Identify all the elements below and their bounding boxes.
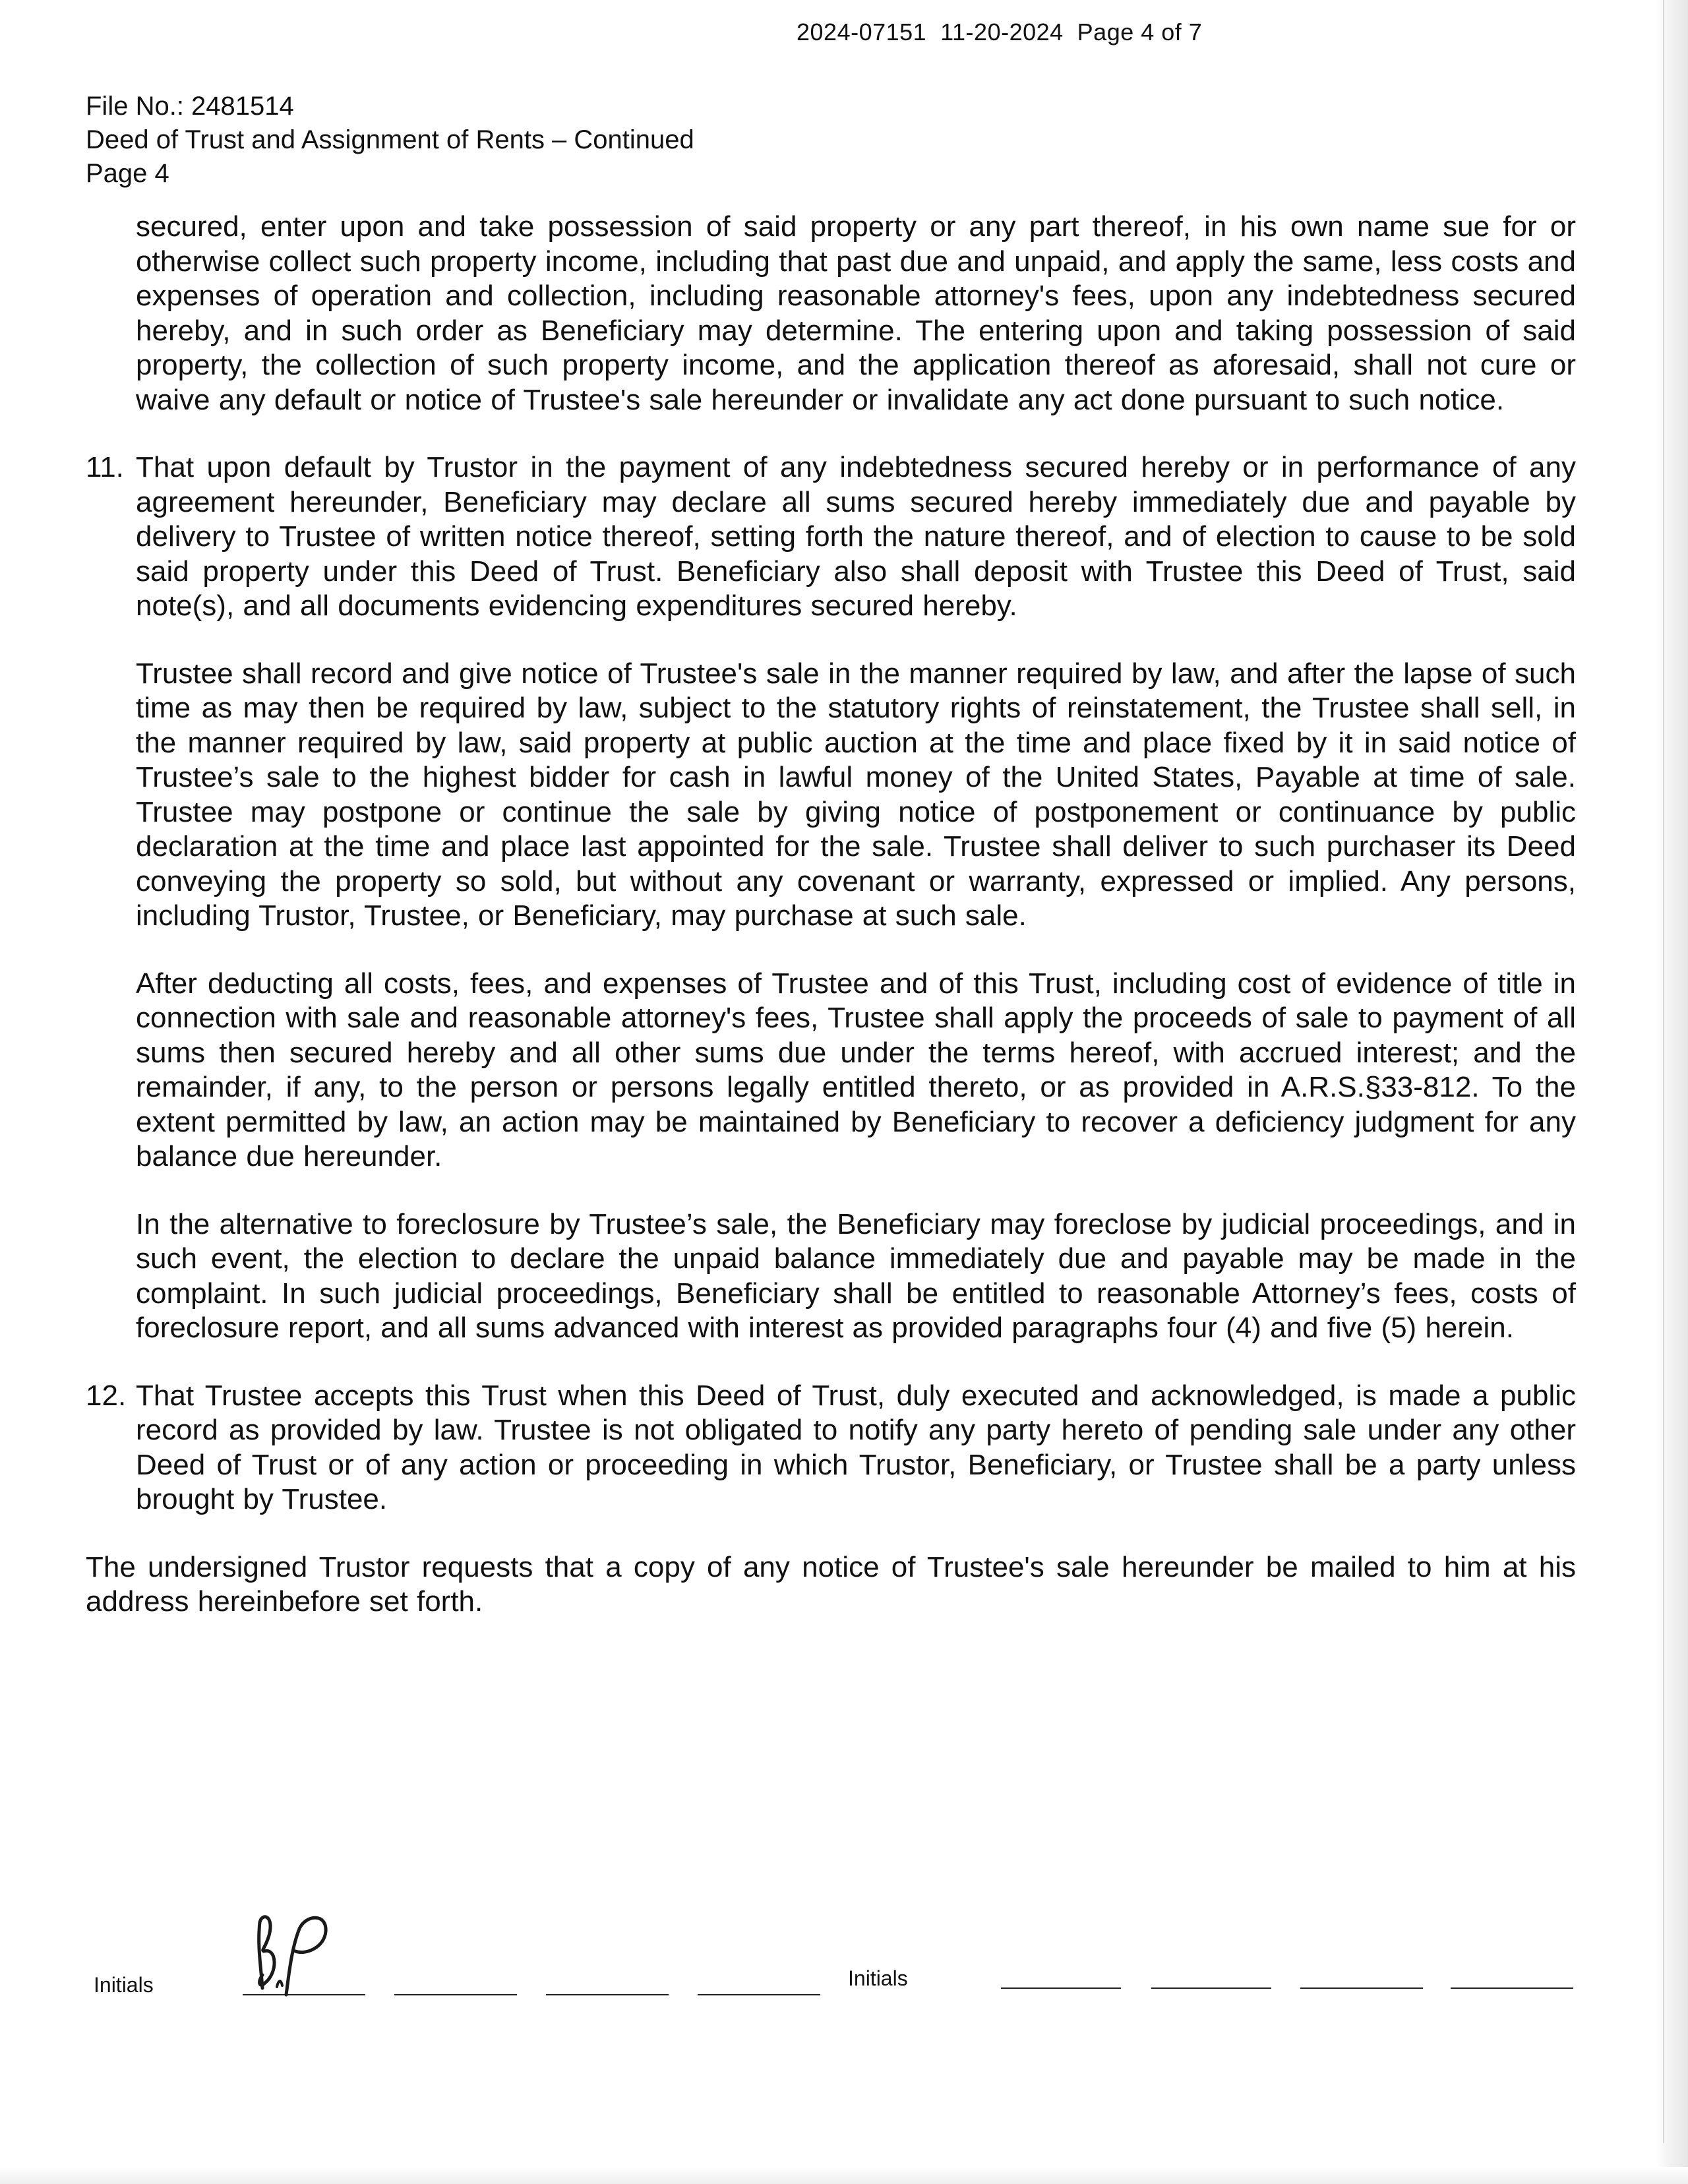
- initials-line[interactable]: [546, 1994, 669, 1995]
- scan-edge-line: [1663, 0, 1664, 2143]
- initials-line[interactable]: [1451, 1987, 1573, 1989]
- handwritten-initials-signature: [243, 1909, 342, 2001]
- document-body: [86, 210, 1576, 1620]
- clause-11: [86, 450, 1576, 624]
- scan-bottom-edge: [0, 2167, 1688, 2184]
- initials-line[interactable]: [1001, 1987, 1121, 1989]
- file-number: File No.: 2481514: [86, 92, 294, 121]
- clause-11-judicial-paragraph: In the alternative to foreclosure by Trustee’s sale, the Beneficiary may foreclose by judicial proceedings, and in such event, the election to declare the unpaid balance immediately due and payable may be made in the complaint. In such judicial proceedings, Beneficiary shall be entitled to reasonable Attorney’s fees, costs of foreclosure report, and all sums advanced with interest as provided paragraphs four (4) and five (5) herein.: [136, 1207, 1576, 1344]
- clause-11-proceeds-paragraph: After deducting all costs, fees, and expenses of Trustee and of this Trust, including cost of evidence of title in connection with sale and reasonable attorney's fees, Trustee shall apply the proceeds of sale to payment of all sums then secured hereby and all other sums due under the terms hereof, with accrued interest; and the remainder, if any, to the person or persons legally entitled thereto, or as provided in A.R.S.§33-812. To the extent permitted by law, an action may be maintained by Beneficiary to recover a deficiency judgment for any balance due hereunder.: [136, 967, 1576, 1172]
- initials-line[interactable]: [394, 1994, 517, 1995]
- document-title: Deed of Trust and Assignment of Rents – Continued: [86, 125, 694, 154]
- continuation-paragraph: secured, enter upon and take possession of said property or any part thereof, in his own name sue for or otherwise collect such property income, including that past due and unpaid, and apply the same, less costs and expenses of operation and collection, including reasonable attorney's fees, upon any indebtedness secured hereby, and in such order as Beneficiary may determine. The entering upon and taking possession of said property, the collection of such property income, and the application thereof as aforesaid, shall not cure or waive any default or notice of Trustee's sale hereunder or invalidate any act done pursuant to such notice.: [136, 210, 1576, 416]
- document-header: [86, 90, 694, 191]
- page-label: Page 4: [86, 159, 169, 188]
- clause-number: 11.: [86, 451, 124, 483]
- clause-number: 12.: [86, 1379, 127, 1412]
- recording-reference: 2024-07151 11-20-2024 Page 4 of 7: [797, 18, 1203, 46]
- initials-label-left: Initials: [94, 1973, 154, 1997]
- initials-label-right: Initials: [848, 1966, 908, 1990]
- clause-text: That Trustee accepts this Trust when this Deed of Trust, duly executed and acknowledged, is made a public record as provided by law. Trustee is not obligated to notify any party hereto of pending sale under any other Deed of Trust or of any action or proceeding in which Trustor, Beneficiary, or Trustee shall be a party unless brought by Trustee.: [136, 1379, 1576, 1515]
- closing-paragraph: The undersigned Trustor requests that a copy of any notice of Trustee's sale hereunder be mailed to him at his address hereinbefore set forth.: [86, 1550, 1576, 1618]
- clause-11-sale-paragraph: Trustee shall record and give notice of Trustee's sale in the manner required by law, and after the lapse of such time as may then be required by law, subject to the statutory rights of reinstatement, the Trustee shall sell, in the manner required by law, said property at public auction at the time and place fixed by it in said notice of Trustee’s sale to the highest bidder for cash in lawful money of the United States, Payable at time of sale. Trustee may postpone or continue the sale by giving notice of postponement or continuance by public declaration at the time and place last appointed for the sale. Trustee shall deliver to such purchaser its Deed conveying the property so sold, but without any covenant or warranty, expressed or implied. Any persons, including Trustor, Trustee, or Beneficiary, may purchase at such sale.: [136, 657, 1576, 932]
- clause-12: [86, 1379, 1576, 1517]
- clause-text: That upon default by Trustor in the payment of any indebtedness secured hereby or in performance of any agreement hereunder, Beneficiary may declare all sums secured hereby immediately due and payable by delivery to Trustee of written notice thereof, setting forth the nature thereof, and of election to cause to be sold said property under this Deed of Trust. Beneficiary also shall deposit with Trustee this Deed of Trust, said note(s), and all documents evidencing expenditures secured hereby.: [136, 451, 1576, 622]
- initials-line[interactable]: [1300, 1987, 1423, 1989]
- scan-edge-shadow: [1656, 0, 1688, 2184]
- initials-line[interactable]: [698, 1994, 820, 1995]
- initials-line[interactable]: [1151, 1987, 1271, 1989]
